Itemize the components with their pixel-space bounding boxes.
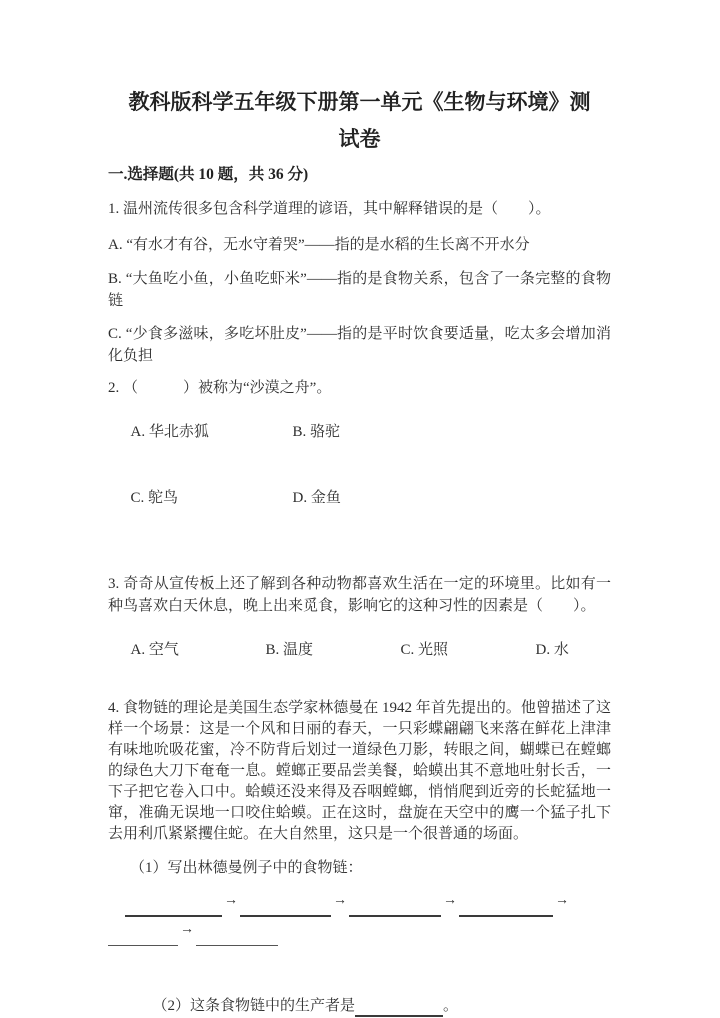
question-3-option-c: C. 光照 xyxy=(400,642,449,658)
question-3-options-row xyxy=(108,617,611,683)
page-title: 教科版科学五年级下册第一单元《生物与环境》测试卷 xyxy=(128,90,591,151)
answer-blank xyxy=(108,927,178,946)
question-2-option-d: D. 金鱼 xyxy=(292,490,341,506)
food-chain-blanks-row-2 xyxy=(108,922,611,947)
question-4-stem: 4. 食物链的理论是美国生态学家林德曼在 1942 年首先提出的。他曾描述了这样一个场景：这是一个风和日丽的春天，一只彩蝶翩翩飞来落在鲜花上津津有味地吮吸花蜜，冷不防背后划过一道绿色刀影，转眼之间，蝴蝶已在螳螂的绿色大刀下奄奄一息。螳螂正要品尝美餐，蛤蟆出其不意地吐射长舌，一下子把它卷入口中。蛤蟆还没来得及吞咽螳螂，悄悄爬到近旁的长蛇猛地一窜，准确无误地一口咬住蛤蟆。正在这时，盘旋在天空中的鹰一个猛子扎下去用利爪紧紧攫住蛇。在大自然里，这只是一个很普通的场面。 xyxy=(108,700,611,842)
question-2-options-row-1 xyxy=(108,399,611,465)
arrow-icon: → xyxy=(180,922,194,937)
arrow-icon: → xyxy=(443,893,457,908)
answer-blank xyxy=(349,897,441,917)
question-3-option-b: B. 温度 xyxy=(265,642,314,658)
question-2-option-c: C. 鸵鸟 xyxy=(130,490,179,506)
question-2-option-b: B. 骆驼 xyxy=(292,424,341,440)
question-4-sub2-label: （2）这条食物链中的生产者是 xyxy=(152,998,356,1014)
question-1-option-c: C. “少食多滋味，多吃坏肚皮”——指的是平时饮食要适量，吃太多会增加消化负担 xyxy=(108,326,611,364)
question-3-stem: 3. 奇奇从宣传板上还了解到各种动物都喜欢生活在一定的环境里。比如有一种鸟喜欢白天休息，晚上出来觅食，影响它的这种习性的因素是（ ）。 xyxy=(108,576,611,614)
question-4-sub2 xyxy=(108,973,611,1018)
question-2-options-row-2 xyxy=(108,465,611,531)
question-3-option-a: A. 空气 xyxy=(130,642,179,658)
answer-blank xyxy=(459,897,553,917)
section-heading: 一.选择题(共 10 题，共 36 分) xyxy=(108,166,309,183)
answer-blank xyxy=(125,897,222,917)
arrow-icon: → xyxy=(333,893,347,908)
answer-blank xyxy=(355,997,443,1017)
question-4-sub1-label: （1）写出林德曼例子中的食物链： xyxy=(130,860,363,876)
answer-blank xyxy=(240,897,331,917)
question-4-sub2-period: 。 xyxy=(443,998,459,1014)
question-1-option-b: B. “大鱼吃小鱼，小鱼吃虾米”——指的是食物关系，包含了一条完整的食物链 xyxy=(108,271,611,309)
answer-blank xyxy=(196,927,278,946)
arrow-icon: → xyxy=(555,893,569,908)
question-1-option-a: A. “有水才有谷，无水守着哭”——指的是水稻的生长离不开水分 xyxy=(108,237,530,253)
food-chain-blanks-row-1 xyxy=(108,893,611,917)
question-1-stem: 1. 温州流传很多包含科学道理的谚语，其中解释错误的是（ ）。 xyxy=(108,201,551,217)
question-3-option-d: D. 水 xyxy=(535,642,569,658)
question-2-stem: 2. （ ）被称为“沙漠之舟”。 xyxy=(108,380,332,396)
question-2-option-a: A. 华北赤狐 xyxy=(130,424,209,440)
arrow-icon: → xyxy=(224,893,238,908)
